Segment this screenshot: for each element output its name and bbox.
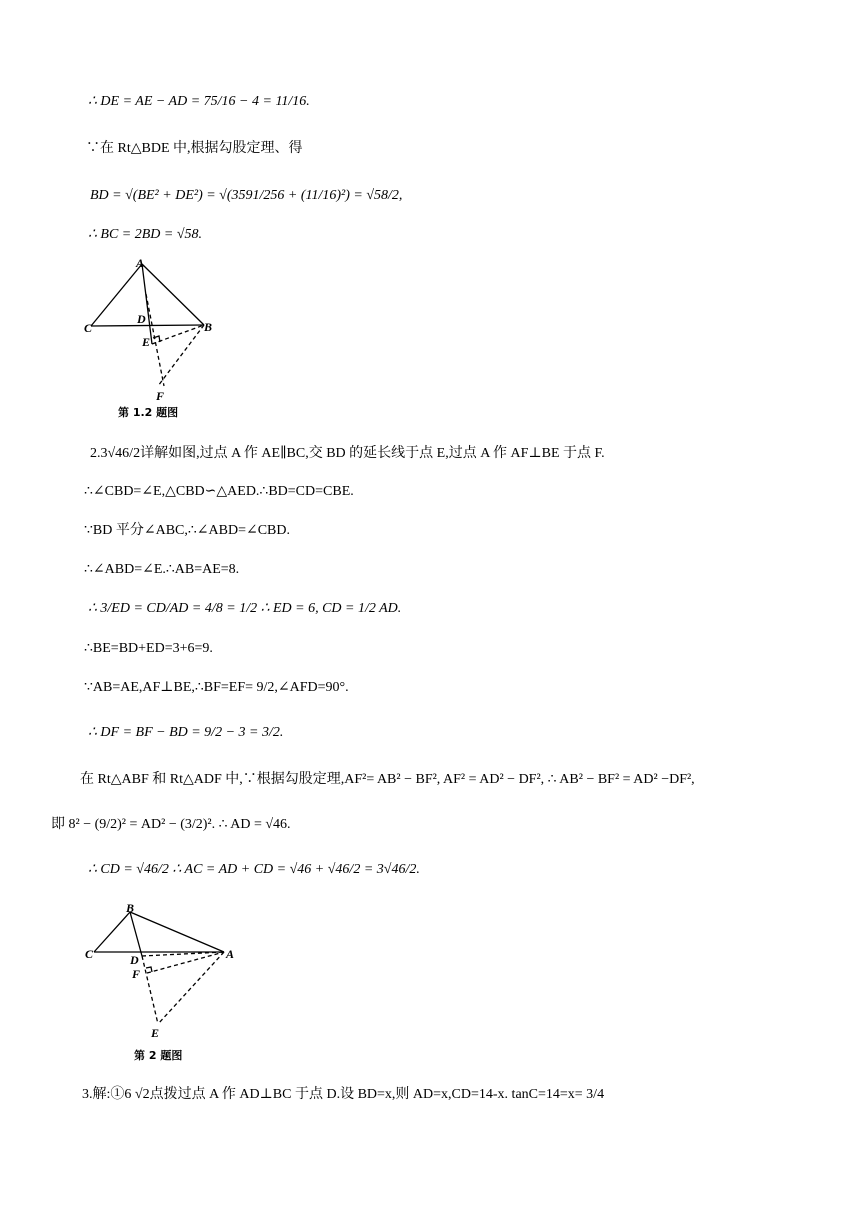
line-pythag: 在 Rt△ABF 和 Rt△ADF 中,∵根据勾股定理,AF²= AB² − BF², AF² = AD² − DF², ∴ AB² − BF² = AD² −DF², [80, 772, 695, 787]
figure-2-caption: 第 2 题图 [134, 1049, 183, 1062]
line-df-calc: ∴ DF = BF − BD = 9/2 − 3 = 3/2. [88, 725, 284, 740]
fig1-label-f: F [156, 389, 165, 401]
line-de-calc: ∴ DE = AE − AD = 75/16 − 4 = 11/16. [88, 94, 310, 109]
fig2-label-b: B [126, 901, 135, 915]
line-problem-3: 3.解:①6 √2点拨过点 A 作 AD⊥BC 于点 D.设 BD=x,则 AD=x,CD=14-x. tanC=14=x= 3/4 [82, 1087, 605, 1102]
line-ratio: ∴ 3/ED = CD/AD = 4/8 = 1/2 ∴ ED = 6, CD = 1/2 AD. [88, 601, 402, 616]
line-ad-calc: 即 8² − (9/2)² = AD² − (3/2)². ∴ AD = √46. [51, 817, 291, 832]
fig2-label-f: F [132, 967, 141, 981]
line-ab-ae: ∴∠ABD=∠E.∴AB=AE=8. [84, 562, 240, 577]
fig1-label-b: B [204, 320, 213, 334]
fig1-label-a: A [136, 256, 145, 270]
line-bf-ef: ∵AB=AE,AF⊥BE,∴BF=EF= 9/2,∠AFD=90°. [84, 680, 349, 695]
fig1-label-d: D [137, 312, 146, 326]
fig2-label-e: E [151, 1026, 160, 1040]
line-bisect: ∵BD 平分∠ABC,∴∠ABD=∠CBD. [84, 523, 290, 538]
line-bd-calc: BD = √(BE² + DE²) = √(3591/256 + (11/16)²) = √58/2, [90, 188, 403, 203]
line-rt-bde: ∵在 Rt△BDE 中,根据勾股定理、得 [86, 141, 303, 156]
line-be: ∴BE=BD+ED=3+6=9. [84, 641, 213, 656]
fig2-label-c: C [85, 947, 94, 961]
fig2-label-a: A [226, 947, 235, 961]
fig2-label-d: D [130, 953, 139, 967]
line-bc-calc: ∴ BC = 2BD = √58. [88, 227, 203, 242]
fig1-label-c: C [84, 321, 93, 335]
line-problem-2: 2.3√46/2详解如图,过点 A 作 AE∥BC,交 BD 的延长线于点 E,过点 A 作 AF⊥BE 于点 F. [90, 446, 605, 461]
line-similar: ∴∠CBD=∠E,△CBD∽△AED.∴BD=CD=CBE. [84, 484, 354, 499]
fig1-label-e: E [142, 335, 151, 349]
line-ac-calc: ∴ CD = √46/2 ∴ AC = AD + CD = √46 + √46/2 = 3√46/2. [88, 862, 420, 877]
figure-2-diagram [84, 900, 244, 1045]
figure-1-diagram [84, 256, 224, 401]
figure-1-caption: 第 1.2 题图 [118, 406, 179, 419]
